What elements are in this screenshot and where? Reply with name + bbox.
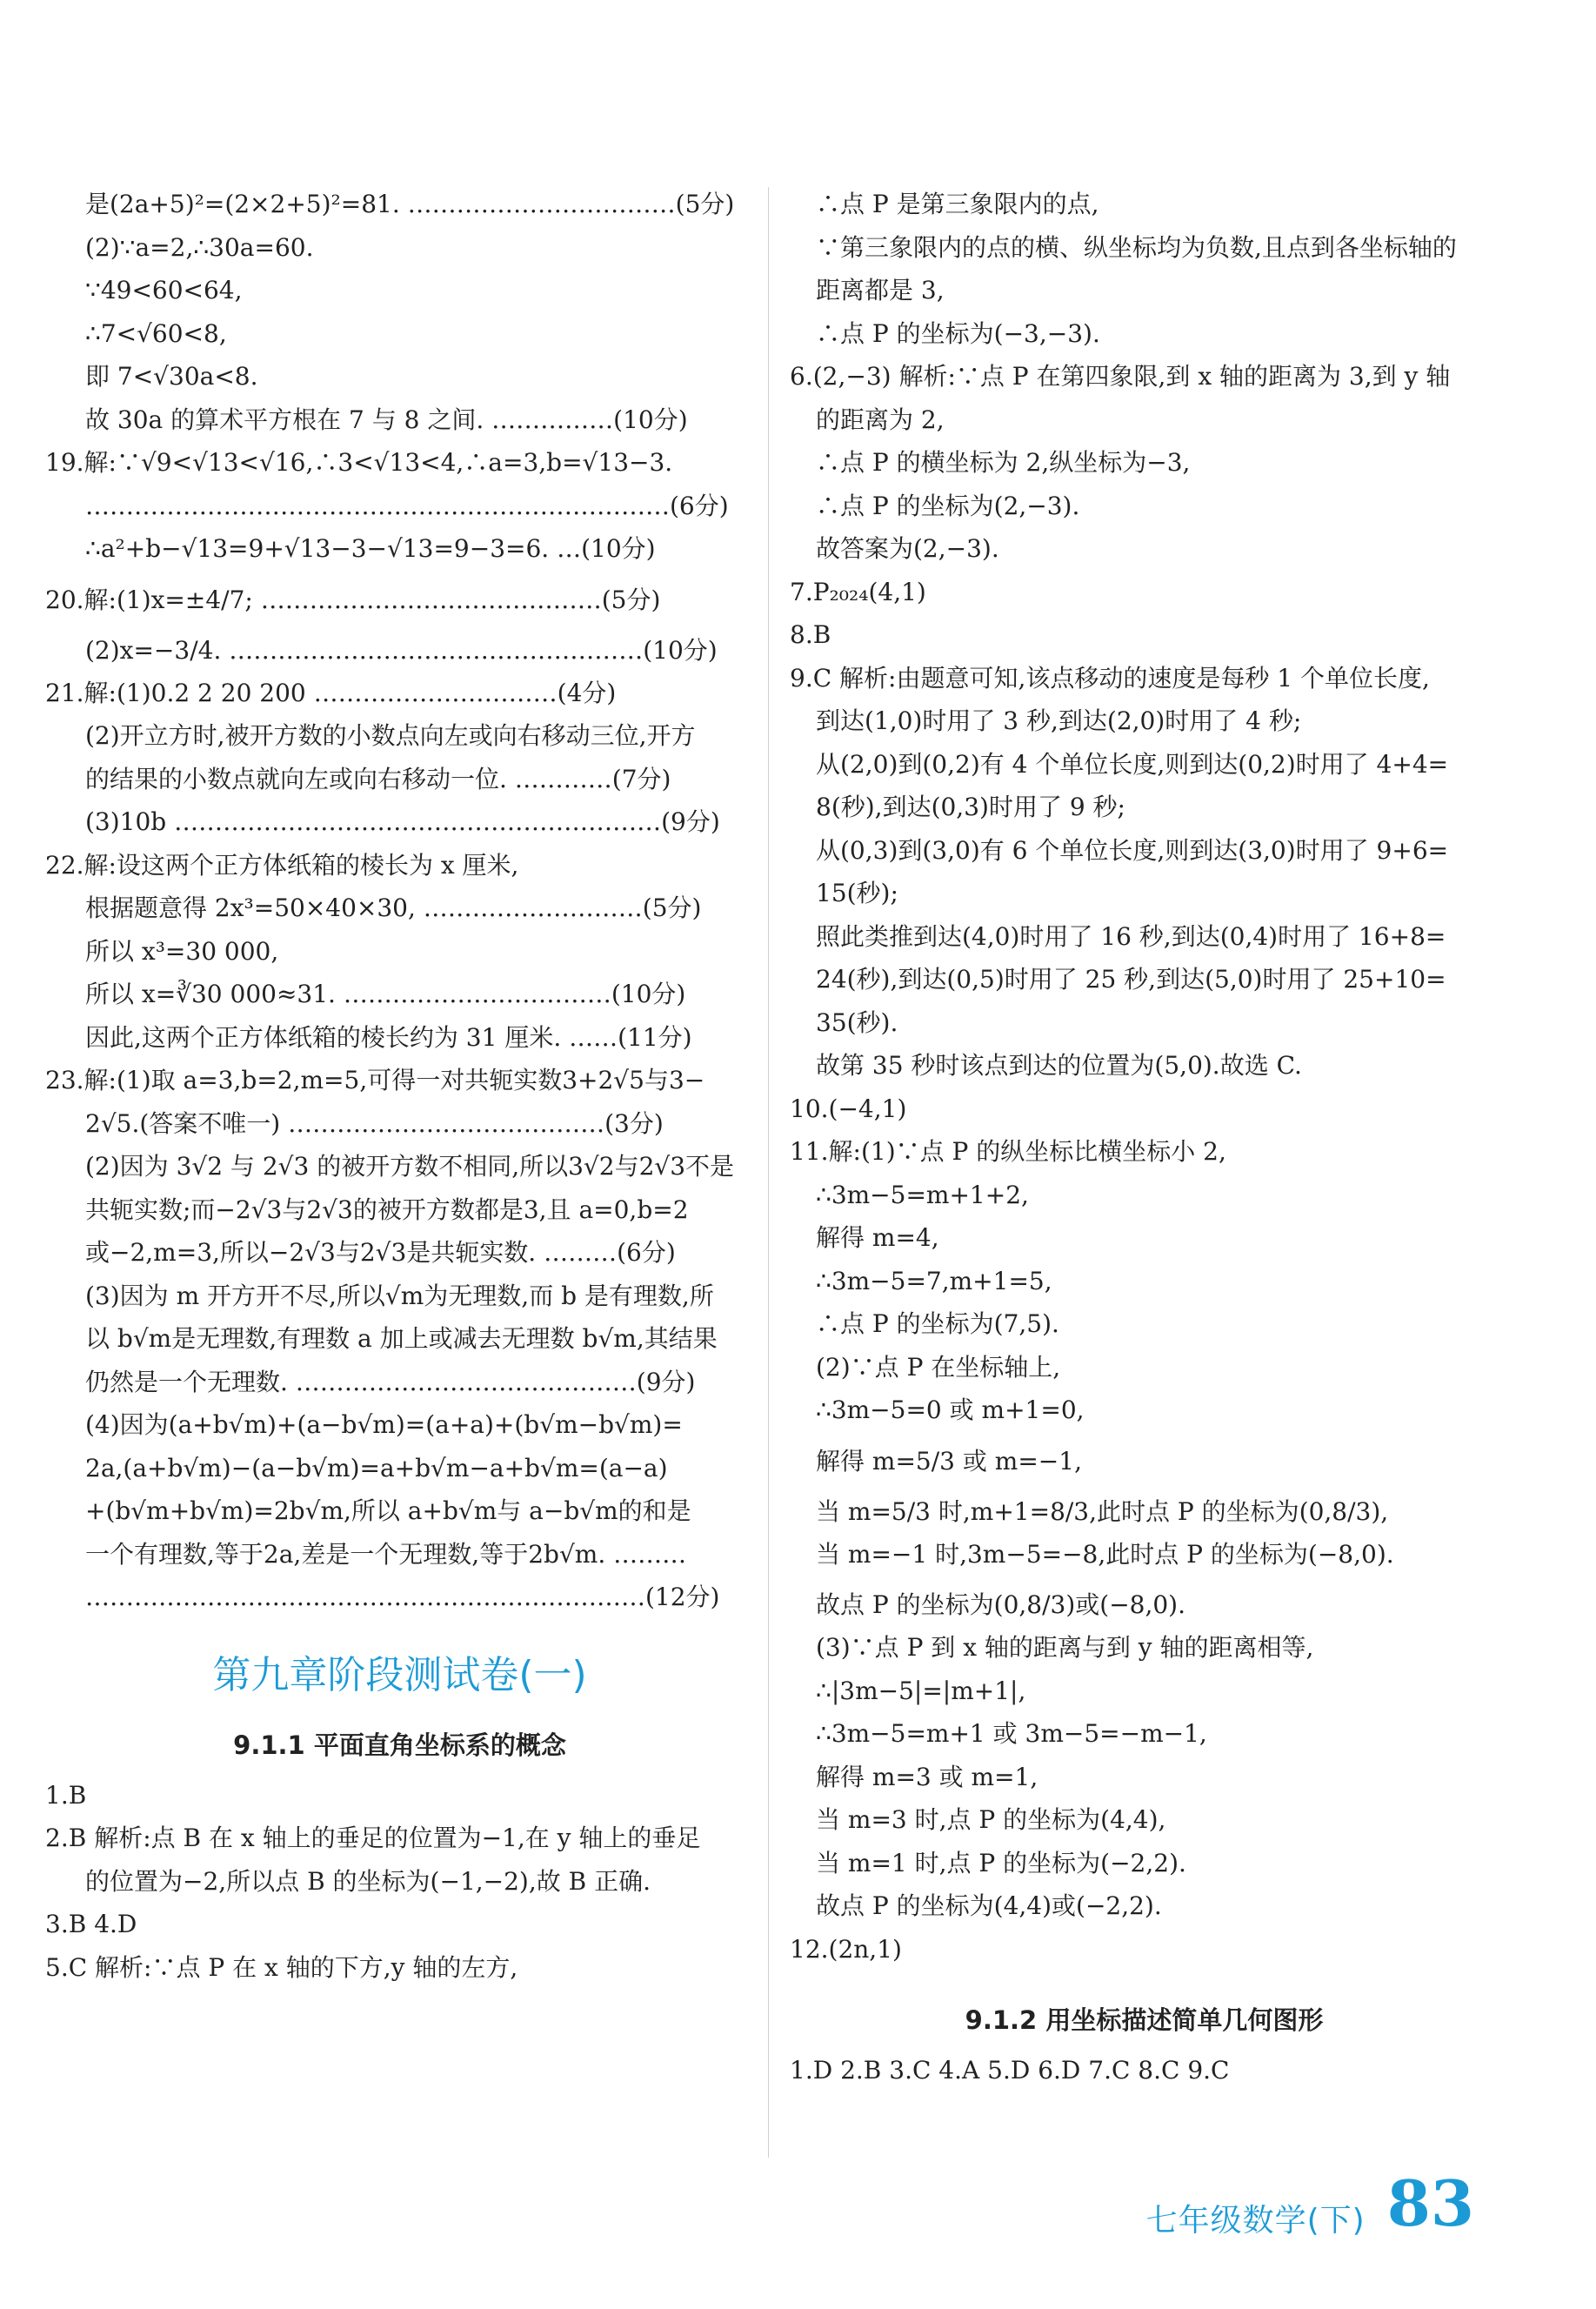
text-line: 35(秒). (816, 1007, 898, 1037)
text-line: 一个有理数,等于2a,差是一个无理数,等于2b√m. ……… (85, 1539, 687, 1569)
text-line: 15(秒); (816, 879, 898, 907)
text-line: 20.解:(1)x=±4/7; ……………………………………(5分) (45, 585, 661, 614)
text-line: 的距离为 2, (816, 405, 945, 434)
left-lines (45, 187, 754, 1623)
text-line: 当 m=1 时,点 P 的坐标为(−2,2). (816, 1848, 1186, 1877)
text-line: 故答案为(2,−3). (816, 534, 999, 563)
column-divider (768, 187, 769, 2158)
text-line: ∴点 P 的坐标为(7,5). (816, 1309, 1059, 1338)
text-line: 当 m=−1 时,3m−5=−8,此时点 P 的坐标为(−8,0). (816, 1539, 1394, 1569)
text-line: 解得 m=3 或 m=1, (816, 1762, 1038, 1791)
text-line: 共轭实数;而−2√3与2√3的被开方数都是3,且 a=0,b=2 (85, 1195, 689, 1224)
text-line: 8(秒),到达(0,3)时用了 9 秒; (816, 793, 1125, 821)
text-line: 3.B 4.D (45, 1910, 137, 1938)
text-line: ∴点 P 的横坐标为 2,纵坐标为−3, (816, 448, 1191, 477)
text-line: ∴a²+b−√13=9+√13−3−√13=9−3=6. …(10分) (85, 534, 656, 563)
text-line: ∴点 P 的坐标为(−3,−3). (816, 318, 1100, 348)
text-line: ∴3m−5=7,m+1=5, (816, 1266, 1052, 1295)
text-line: 是(2a+5)²=(2×2+5)²=81. ……………………………(5分) (85, 190, 735, 218)
text-line: 21.解:(1)0.2 2 20 200 …………………………(4分) (45, 678, 617, 707)
text-line: 的位置为−2,所以点 B 的坐标为(−1,−2),故 B 正确. (85, 1866, 651, 1896)
text-line: 即 7<√30a<8. (85, 362, 258, 391)
text-line: +(b√m+b√m)=2b√m,所以 a+b√m与 a−b√m的和是 (85, 1496, 691, 1525)
text-line: 7.P₂₀₂₄(4,1) (790, 577, 926, 606)
subsection-title-2: 9.1.2 用坐标描述简单几何图形 (965, 2005, 1324, 2035)
text-line: 根据题意得 2x³=50×40×30, ………………………(5分) (85, 893, 702, 922)
text-line: ∴点 P 是第三象限内的点, (816, 190, 1099, 218)
text-line: ………………………………………………………………(6分) (85, 491, 729, 520)
text-line: 当 m=5/3 时,m+1=8/3,此时点 P 的坐标为(0,8/3), (816, 1496, 1389, 1526)
text-line: 24(秒),到达(0,5)时用了 25 秒,到达(5,0)时用了 25+10= (816, 965, 1446, 994)
right-column (790, 187, 1499, 2097)
text-line: 10.(−4,1) (790, 1094, 907, 1123)
page-footer (1146, 2166, 1474, 2240)
text-line: ∴|3m−5|=|m+1|, (816, 1676, 1026, 1705)
text-line: ……………………………………………………………(12分) (85, 1583, 720, 1611)
right-lines (790, 187, 1499, 1975)
section-title: 第九章阶段测试卷(一) (212, 1652, 587, 1697)
text-line: 从(2,0)到(0,2)有 4 个单位长度,则到达(0,2)时用了 4+4= (816, 749, 1449, 779)
text-line: ∴3m−5=m+1+2, (816, 1180, 1029, 1209)
text-line: 以 b√m是无理数,有理数 a 加上或减去无理数 b√m,其结果 (85, 1324, 718, 1353)
text-line: 解得 m=5/3 或 m=−1, (816, 1446, 1082, 1476)
text-line: (3)∵点 P 到 x 轴的距离与到 y 轴的距离相等, (816, 1633, 1314, 1662)
left-lines-2 (45, 1778, 754, 1994)
text-line: 23.解:(1)取 a=3,b=2,m=5,可得一对共轭实数3+2√5与3− (45, 1066, 705, 1094)
text-line: 到达(1,0)时用了 3 秒,到达(2,0)时用了 4 秒; (816, 706, 1302, 735)
text-line: 距离都是 3, (816, 276, 945, 305)
text-line: (2)x=−3/4. ……………………………………………(10分) (85, 635, 718, 665)
text-line: 2√5.(答案不唯一) …………………………………(3分) (85, 1108, 664, 1138)
text-line: (3)10b ……………………………………………………(9分) (85, 807, 720, 836)
text-line: 2.B 解析:点 B 在 x 轴上的垂足的位置为−1,在 y 轴上的垂足 (45, 1824, 701, 1852)
text-line: (3)因为 m 开方开不尽,所以√m为无理数,而 b 是有理数,所 (85, 1281, 714, 1310)
text-line: ∴点 P 的坐标为(2,−3). (816, 491, 1080, 520)
text-line: 8.B (790, 620, 831, 649)
text-line: 当 m=3 时,点 P 的坐标为(4,4), (816, 1805, 1166, 1834)
text-line: 1.D 2.B 3.C 4.A 5.D 6.D 7.C 8.C 9.C (790, 2056, 1230, 2085)
right-lines-2 (790, 2053, 1499, 2097)
text-line: 22.解:设这两个正方体纸箱的棱长为 x 厘米, (45, 850, 519, 880)
text-line: 所以 x=∛30 000≈31. ……………………………(10分) (85, 980, 686, 1008)
text-line: 从(0,3)到(3,0)有 6 个单位长度,则到达(3,0)时用了 9+6= (816, 835, 1449, 865)
text-line: (4)因为(a+b√m)+(a−b√m)=(a+a)+(b√m−b√m)= (85, 1410, 683, 1439)
text-line: 11.解:(1)∵点 P 的纵坐标比横坐标小 2, (790, 1137, 1226, 1166)
text-line: 或−2,m=3,所以−2√3与2√3是共轭实数. ………(6分) (85, 1238, 676, 1267)
text-line: 仍然是一个无理数. ……………………………………(9分) (85, 1367, 696, 1396)
text-line: (2)∵a=2,∴30a=60. (85, 232, 314, 262)
text-line: (2)开立方时,被开方数的小数点向左或向右移动三位,开方 (85, 721, 696, 750)
text-line: ∴7<√60<8, (85, 318, 227, 348)
text-line: 故 30a 的算术平方根在 7 与 8 之间. ……………(10分) (85, 405, 688, 434)
text-line: 12.(2n,1) (790, 1934, 902, 1964)
text-line: 故第 35 秒时该点到达的位置为(5,0).故选 C. (816, 1051, 1302, 1080)
text-line: 照此类推到达(4,0)时用了 16 秒,到达(0,4)时用了 16+8= (816, 921, 1446, 951)
text-line: ∵第三象限内的点的横、纵坐标均为负数,且点到各坐标轴的 (816, 232, 1457, 262)
text-line: 故点 P 的坐标为(0,8/3)或(−8,0). (816, 1590, 1186, 1619)
text-line: 5.C 解析:∵点 P 在 x 轴的下方,y 轴的左方, (45, 1952, 518, 1982)
text-line: ∵49<60<64, (85, 276, 243, 305)
text-line: (2)∵点 P 在坐标轴上, (816, 1352, 1061, 1382)
text-line: 1.B (45, 1780, 87, 1810)
subsection-title-1: 9.1.1 平面直角坐标系的概念 (233, 1730, 566, 1760)
text-line: (2)因为 3√2 与 2√3 的被开方数不相同,所以3√2与2√3不是 (85, 1152, 735, 1181)
text-line: 因此,这两个正方体纸箱的棱长约为 31 厘米. ……(11分) (85, 1022, 692, 1052)
text-line: 解得 m=4, (816, 1223, 939, 1252)
text-line: 故点 P 的坐标为(4,4)或(−2,2). (816, 1891, 1162, 1920)
text-line: 9.C 解析:由题意可知,该点移动的速度是每秒 1 个单位长度, (790, 663, 1430, 693)
footer-label: 七年级数学(下) (1145, 2203, 1366, 2239)
text-line: ∴3m−5=m+1 或 3m−5=−m−1, (816, 1719, 1207, 1748)
text-line: 2a,(a+b√m)−(a−b√m)=a+b√m−a+b√m=(a−a) (85, 1453, 668, 1482)
text-line: 6.(2,−3) 解析:∵点 P 在第四象限,到 x 轴的距离为 3,到 y 轴 (790, 362, 1451, 391)
page-number: 83 (1386, 2166, 1474, 2240)
left-column (45, 187, 754, 1993)
text-line: 19.解:∵√9<√13<√16,∴3<√13<4,∴a=3,b=√13−3. (45, 448, 673, 477)
text-line: ∴3m−5=0 或 m+1=0, (816, 1395, 1085, 1424)
text-line: 所以 x³=30 000, (85, 936, 279, 966)
text-line: 的结果的小数点就向左或向右移动一位. …………(7分) (85, 764, 671, 793)
